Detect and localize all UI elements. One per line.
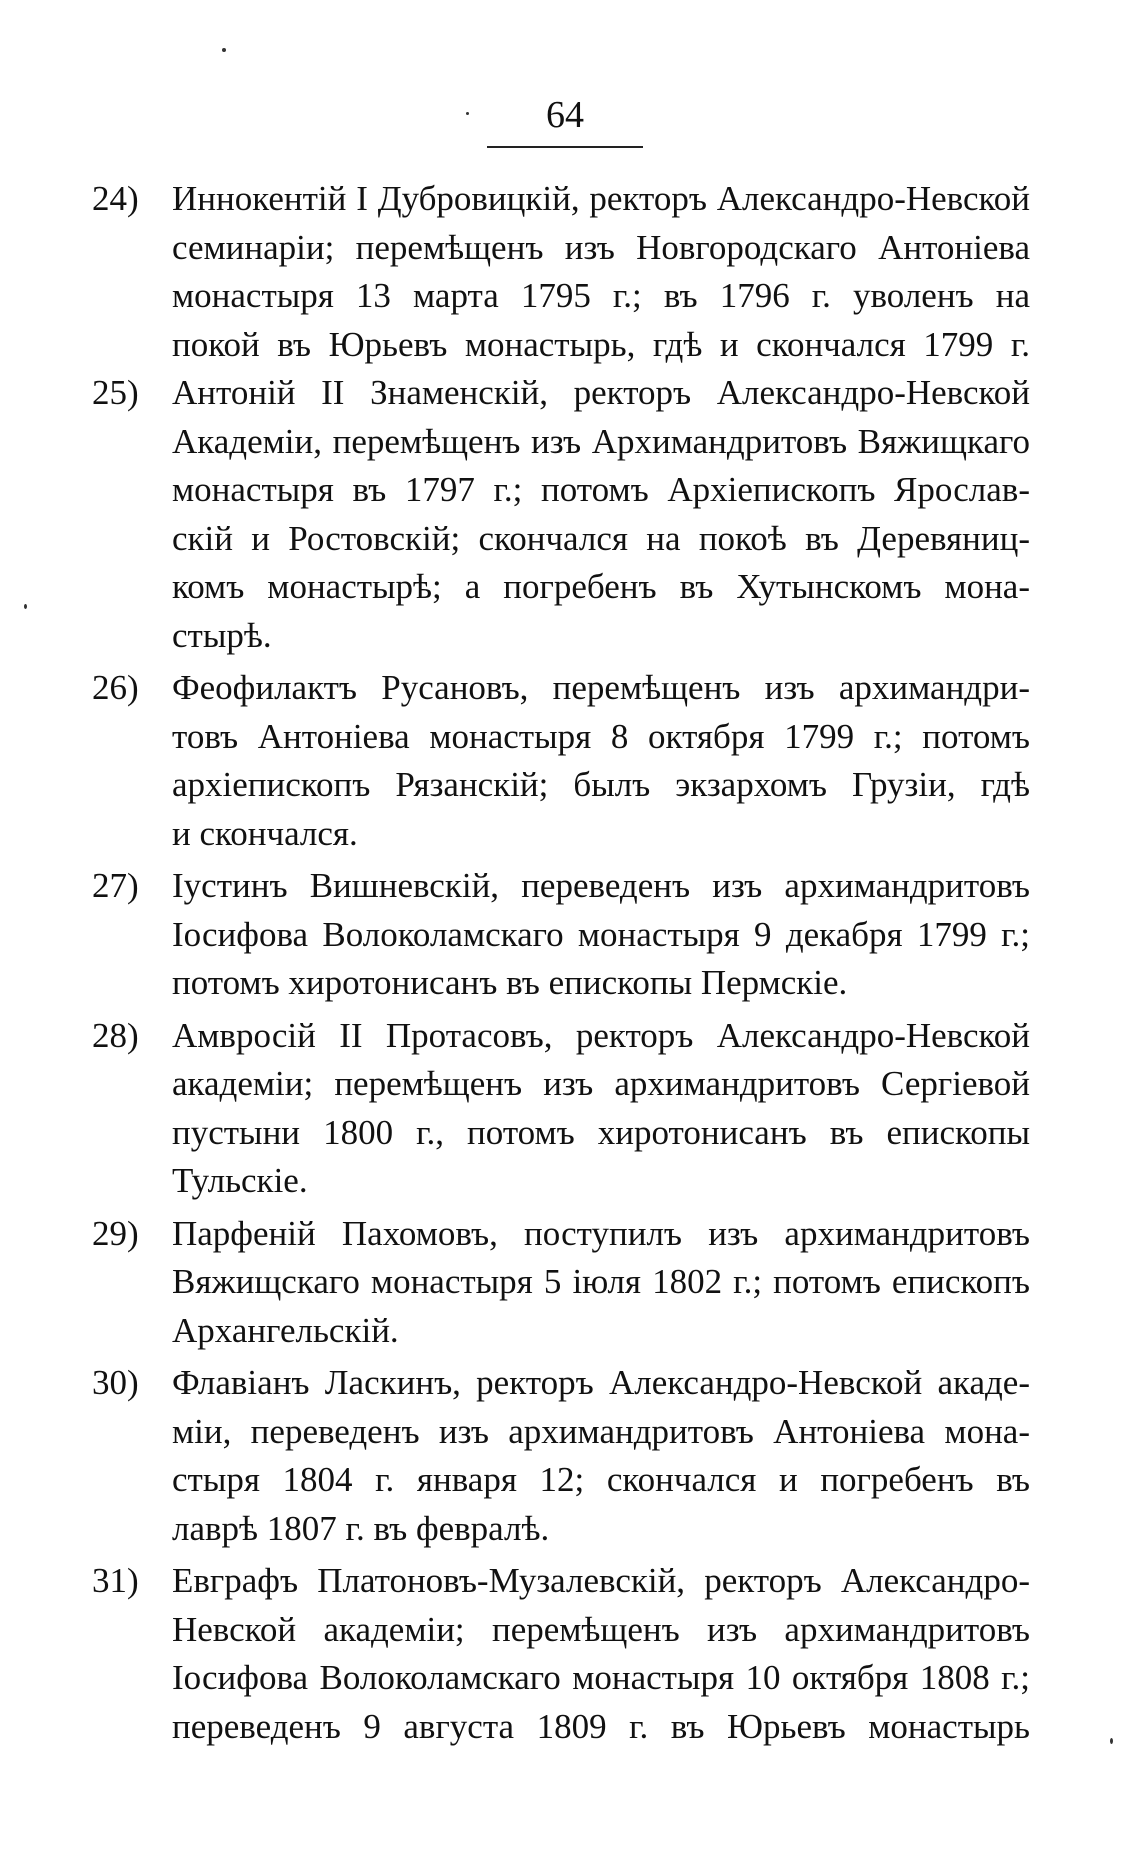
entry-number: 29) [92, 1213, 139, 1253]
print-speck [466, 112, 469, 115]
entry-31 [0, 1557, 1140, 1751]
entry-line: Флавіанъ Ласкинъ, ректоръ Александро-Невской акаде- [172, 1363, 1030, 1402]
entry-line: стыря 1804 г. января 12; скончался и погребенъ въ [172, 1460, 1030, 1499]
entry-list [0, 175, 1140, 1751]
entry-line: Феофилактъ Русановъ, перемѣщенъ изъ архимандри- [172, 668, 1030, 707]
entry-line: Тульскіе. [172, 1161, 308, 1200]
print-speck [222, 48, 226, 52]
entry-28 [0, 1012, 1140, 1206]
entry-line: монастыря въ 1797 г.; потомъ Архіепископъ Ярослав- [172, 470, 1030, 509]
entry-line: Академіи, перемѣщенъ изъ Архимандритовъ Вяжищкаго [172, 421, 1030, 461]
entry-line: Парфеній Пахомовъ, поступилъ изъ архимандритовъ [172, 1213, 1030, 1253]
entry-line: Іосифова Волоколамскаго монастыря 10 октября 1808 г.; [172, 1658, 1030, 1697]
entry-line: Іустинъ Вишневскій, переведенъ изъ архимандритовъ [172, 866, 1030, 905]
entry-line: Невской академіи; перемѣщенъ изъ архимандритовъ [172, 1609, 1030, 1649]
entry-line: и скончался. [172, 813, 358, 853]
entry-number: 24) [92, 179, 139, 218]
page-number: 64 [546, 94, 584, 136]
entry-line: Евграфъ Платоновъ-Музалевскій, ректоръ Александро- [172, 1561, 1030, 1600]
entry-line: академіи; перемѣщенъ изъ архимандритовъ Сергіевой [172, 1064, 1030, 1103]
entry-line: товъ Антоніева монастыря 8 октября 1799 г.; потомъ [172, 716, 1030, 756]
entry-line: стырѣ. [172, 615, 272, 655]
entry-line: семинаріи; перемѣщенъ изъ Новгородскаго Антоніева [172, 227, 1030, 267]
entry-line: пустыни 1800 г., потомъ хиротонисанъ въ епископы [172, 1112, 1030, 1152]
entry-25 [0, 369, 1140, 660]
entry-27 [0, 862, 1140, 1008]
entry-number: 28) [92, 1015, 139, 1055]
entry-number: 27) [92, 866, 139, 905]
entry-line: міи, переведенъ изъ архимандритовъ Антоніева мона- [172, 1411, 1030, 1451]
entry-line: лаврѣ 1807 г. въ февралѣ. [172, 1508, 550, 1548]
page-number-rule [487, 146, 643, 148]
entry-number: 25) [92, 373, 139, 412]
entry-line: Иннокентій I Дубровицкій, ректоръ Александро-Невской [172, 179, 1030, 218]
entry-line: архіепископъ Рязанскій; былъ экзархомъ Грузіи, гдѣ [172, 765, 1030, 804]
entry-line: Архангельскій. [172, 1310, 399, 1350]
entry-line: Амвросій II Протасовъ, ректоръ Александро-Невской [172, 1015, 1030, 1055]
entry-line: Антоній II Знаменскій, ректоръ Александро-Невской [172, 373, 1030, 412]
entry-30 [0, 1359, 1140, 1553]
entry-24 [0, 175, 1140, 369]
entry-line: скій и Ростовскій; скончался на покоѣ въ Деревяниц- [172, 518, 1030, 558]
entry-number: 26) [92, 668, 139, 707]
entry-line: переведенъ 9 августа 1809 г. въ Юрьевъ монастырь [172, 1706, 1030, 1746]
entry-number: 31) [92, 1561, 139, 1600]
entry-line: Іосифова Волоколамскаго монастыря 9 декабря 1799 г.; [172, 914, 1030, 954]
entry-line: Вяжищскаго монастыря 5 іюля 1802 г.; потомъ епископъ [172, 1262, 1030, 1301]
entry-number: 30) [92, 1363, 139, 1402]
entry-line: монастыря 13 марта 1795 г.; въ 1796 г. уволенъ на [172, 276, 1030, 315]
entry-line: потомъ хиротонисанъ въ епископы Пермскіе. [172, 963, 848, 1002]
entry-26 [0, 664, 1140, 858]
entry-line: комъ монастырѣ; а погребенъ въ Хутынскомъ мона- [172, 567, 1030, 606]
entry-line: покой въ Юрьевъ монастырь, гдѣ и скончался 1799 г. [172, 324, 1030, 364]
entry-29 [0, 1210, 1140, 1356]
